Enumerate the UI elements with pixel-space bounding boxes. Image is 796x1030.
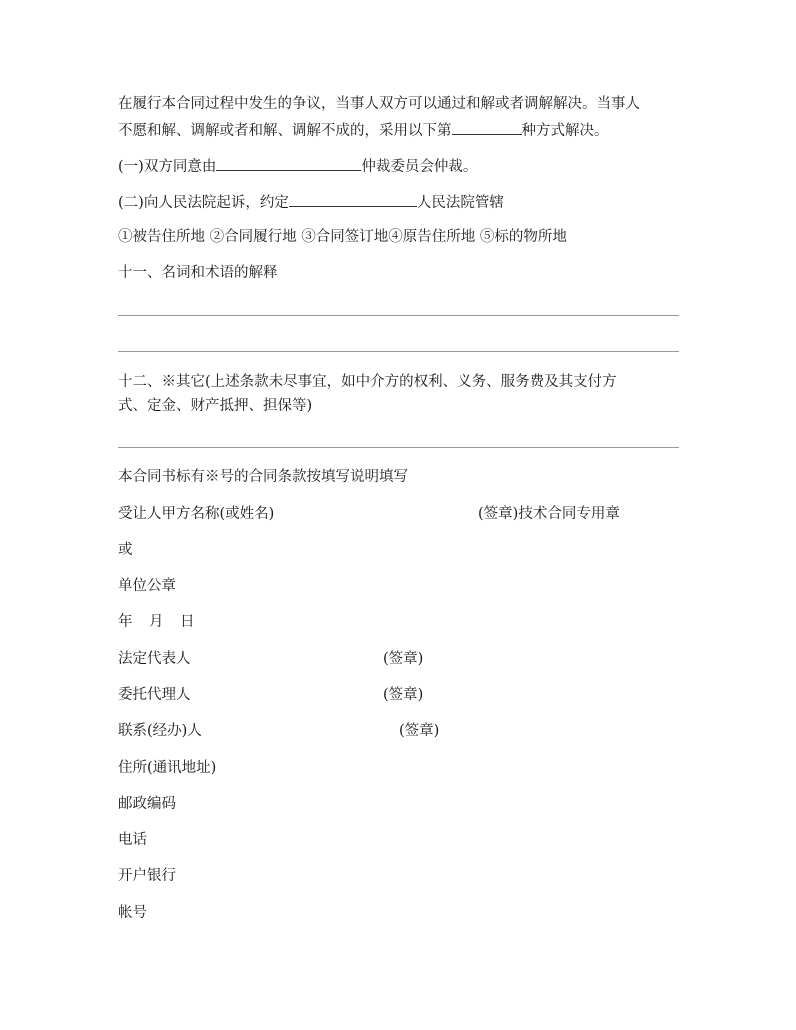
postcode-label: 邮政编码	[118, 796, 176, 812]
phone-label: 电话	[118, 832, 147, 848]
section-12-fill-line[interactable]	[118, 447, 679, 448]
unit-seal-label: 单位公章	[118, 578, 176, 594]
method-number-blank[interactable]	[452, 120, 522, 135]
or-label: 或	[118, 542, 133, 558]
court-blank[interactable]	[289, 192, 417, 207]
account-label: 帐号	[118, 905, 147, 921]
agent-seal: (签章)	[383, 687, 424, 703]
section-12-title-line-1: 十二、※其它(上述条款未尽事宜，如中介方的权利、义务、服务费及其支付方	[118, 374, 617, 390]
dispute-clause-line-1: 在履行本合同过程中发生的争议，当事人双方可以通过和解或者调解解决。当事人	[118, 96, 640, 112]
arbitration-committee-blank[interactable]	[216, 156, 361, 171]
address-label: 住所(通讯地址)	[118, 760, 217, 776]
legal-representative-label: 法定代表人	[118, 651, 191, 667]
arbitration-option-text-b: 仲裁委员会仲裁。	[361, 159, 478, 175]
litigation-option-text-b: 人民法院管辖	[416, 195, 504, 211]
venue-options: ①被告住所地 ②合同履行地 ③合同签订地④原告住所地 ⑤标的物所地	[118, 229, 567, 245]
party-a-name-label: 受让人甲方名称(或姓名)	[118, 506, 275, 522]
contact-person-seal: (签章)	[399, 723, 440, 739]
dispute-clause-text-b: 种方式解决。	[521, 123, 609, 139]
section-11-fill-line-2[interactable]	[118, 351, 679, 352]
dispute-clause-line-2	[118, 120, 609, 140]
section-11-title: 十一、名词和术语的解释	[118, 265, 278, 281]
section-11-fill-line-1[interactable]	[118, 315, 679, 316]
contact-person-label: 联系(经办)人	[118, 723, 202, 739]
arbitration-option	[118, 156, 477, 176]
bank-label: 开户银行	[118, 868, 176, 884]
litigation-option	[118, 192, 504, 212]
fill-instruction-note: 本合同书标有※号的合同条款按填写说明填写	[118, 469, 408, 485]
contract-seal-label: (签章)技术合同专用章	[478, 506, 620, 522]
dispute-clause-text-a: 不愿和解、调解或者和解、调解不成的，采用以下第	[118, 123, 452, 139]
section-12-title-line-2: 式、定金、财产抵押、担保等)	[118, 398, 313, 414]
legal-representative-seal: (签章)	[383, 651, 424, 667]
litigation-option-text-a: (二)向人民法院起诉，约定	[118, 195, 289, 211]
date-label: 年 月 日	[118, 614, 196, 630]
arbitration-option-text-a: (一)双方同意由	[118, 159, 217, 175]
agent-label: 委托代理人	[118, 687, 191, 703]
